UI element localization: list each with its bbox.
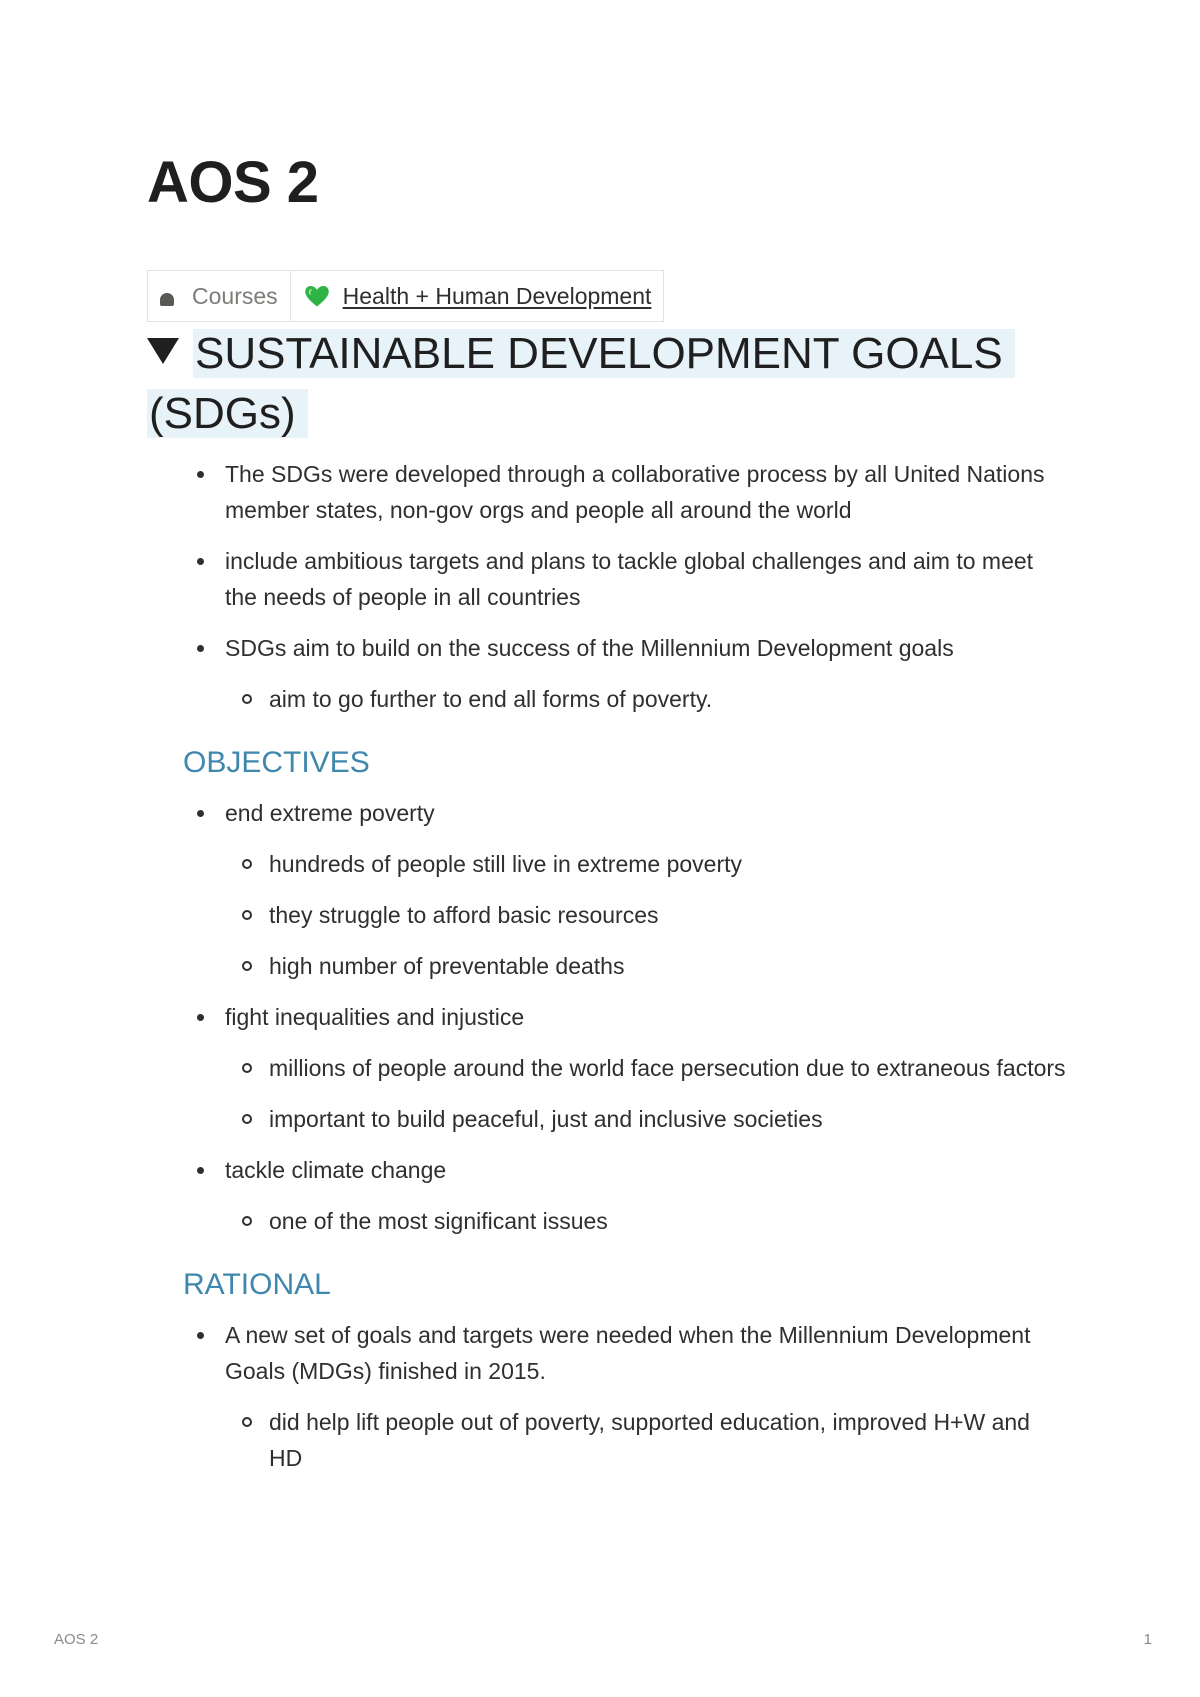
footer-document-title: AOS 2 xyxy=(54,1631,99,1648)
sub-list-item xyxy=(269,846,1067,882)
list-item-text: SDGs aim to build on the success of the Millennium Development goals xyxy=(225,635,954,661)
list-item xyxy=(225,456,1067,528)
sub-list-item-text: high number of preventable deaths xyxy=(269,953,625,979)
list-item xyxy=(225,543,1067,615)
sub-list-item xyxy=(269,1050,1067,1086)
page-content xyxy=(147,140,1067,1491)
rational-heading: RATIONAL xyxy=(183,1268,331,1301)
toggle-triangle-icon[interactable] xyxy=(147,338,179,364)
sub-list-item xyxy=(269,897,1067,933)
list-item-text: A new set of goals and targets were needed when the Millennium Development Goals (MDGs) finished in 2015. xyxy=(225,1322,1031,1384)
toggle-heading-line1: SUSTAINABLE DEVELOPMENT GOALS xyxy=(193,329,1015,378)
sub-list-item-text: did help lift people out of poverty, supported education, improved H+W and HD xyxy=(269,1409,1030,1471)
sub-list-item xyxy=(269,1404,1067,1476)
sub-list-item-text: they struggle to afford basic resources xyxy=(269,902,659,928)
sub-list xyxy=(225,1050,1067,1137)
list-item-text: end extreme poverty xyxy=(225,800,435,826)
page-title: AOS 2 xyxy=(147,150,319,215)
list-item xyxy=(225,795,1067,984)
sub-list-item-text: aim to go further to end all forms of poverty. xyxy=(269,686,713,712)
footer-page-number: 1 xyxy=(1143,1631,1152,1648)
sub-list-item-text: important to build peaceful, just and inclusive societies xyxy=(269,1106,823,1132)
sdg-toggle-heading[interactable] xyxy=(147,324,1067,444)
sub-list-item xyxy=(269,681,1067,717)
list-item-text: The SDGs were developed through a collaborative process by all United Nations member states, non-gov orgs and people all around the world xyxy=(225,461,1045,523)
properties-table xyxy=(147,270,664,322)
rational-list xyxy=(147,1317,1067,1476)
list-item-text: include ambitious targets and plans to tackle global challenges and aim to meet the needs of people in all countries xyxy=(225,548,1034,610)
property-value-cell[interactable] xyxy=(290,271,664,321)
sub-list-item xyxy=(269,948,1067,984)
list-item xyxy=(225,999,1067,1137)
course-link[interactable]: Health + Human Development xyxy=(342,282,652,309)
list-item-text: tackle climate change xyxy=(225,1157,447,1183)
sub-list-item-text: one of the most significant issues xyxy=(269,1208,608,1234)
sub-list xyxy=(225,1404,1067,1476)
list-item xyxy=(225,630,1067,717)
list-item xyxy=(225,1152,1067,1239)
sub-list-item-text: hundreds of people still live in extreme poverty xyxy=(269,851,743,877)
sub-list xyxy=(225,1203,1067,1239)
sub-list xyxy=(225,681,1067,717)
courses-icon xyxy=(160,293,174,306)
green-heart-icon xyxy=(303,282,331,310)
objectives-heading: OBJECTIVES xyxy=(183,746,370,779)
property-key-cell xyxy=(148,271,290,321)
list-item-text: fight inequalities and injustice xyxy=(225,1004,525,1030)
objectives-list xyxy=(147,795,1067,1239)
toggle-heading-line2: (SDGs) xyxy=(147,389,308,438)
list-item xyxy=(225,1317,1067,1476)
property-key-label: Courses xyxy=(192,282,278,309)
sub-list-item-text: millions of people around the world face persecution due to extraneous factors xyxy=(269,1055,1066,1081)
intro-list xyxy=(147,456,1067,717)
sub-list-item xyxy=(269,1203,1067,1239)
sub-list xyxy=(225,846,1067,984)
sub-list-item xyxy=(269,1101,1067,1137)
